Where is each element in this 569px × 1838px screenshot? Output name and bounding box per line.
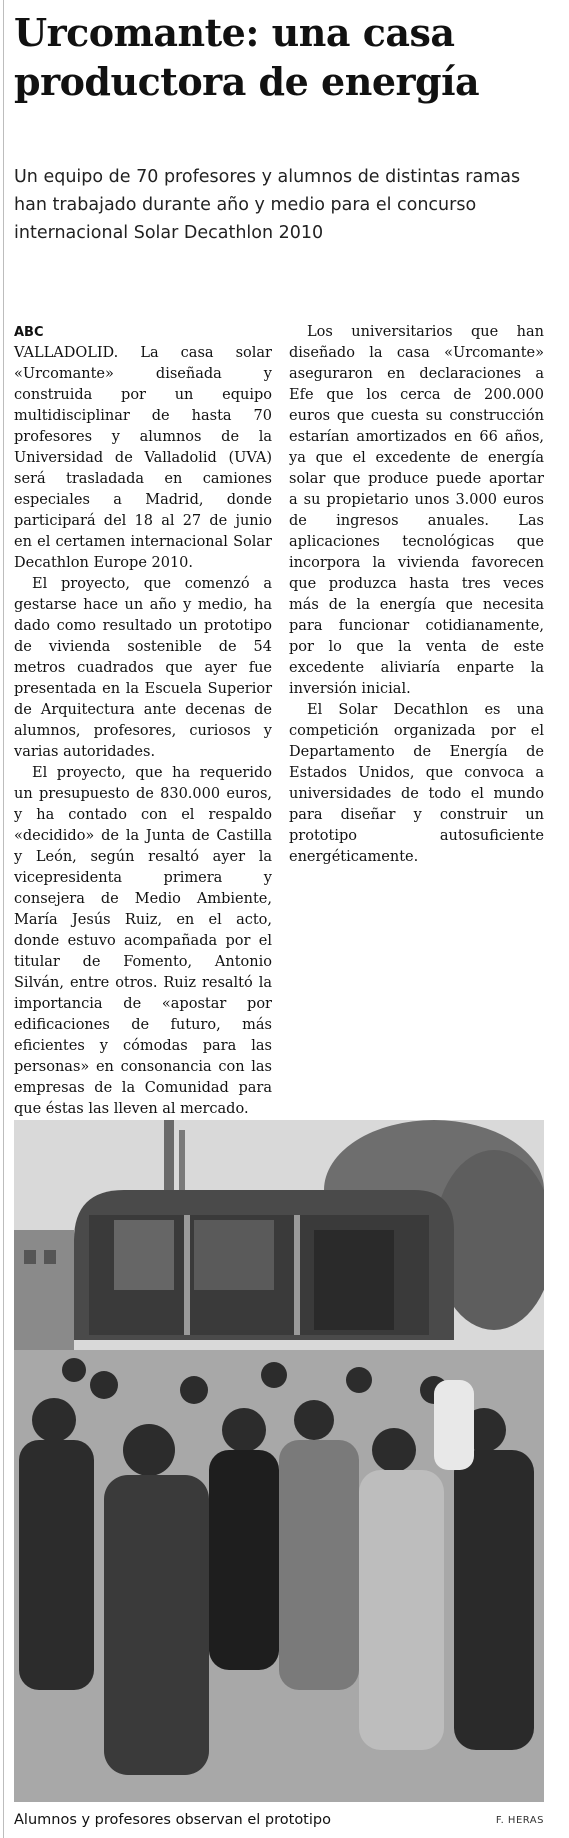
paragraph: Los universitarios que han diseñado la casa «Urcomante» aseguraron en declaraciones a Efe que los cerca de 200.000 euros que cuesta su construcción estarían amortizados en 66 años, ya que el excedente de energía solar que produce puede aportar a su propietario unos 3.000 euros de ingresos anuales. Las aplicaciones tecnológicas que incorpora la vivienda favorecen que produzca hasta tres veces más de la energía que necesita para funcionar cotidianamente, por lo que la venta de este excedente aliviaría enparte la inversión inicial. <box>289 324 544 697</box>
photo-credit: F. HERAS <box>495 1815 544 1826</box>
article-column-left <box>14 322 272 1120</box>
article-column-right <box>289 322 544 868</box>
agency-byline: ABC <box>14 325 44 340</box>
paragraph: El Solar Decathlon es una competición organizada por el Departamento de Energía de Estados Unidos, que convoca a universidades de todo el mundo para diseñar y construir un prototipo autosuficiente energéticamente. <box>289 702 544 865</box>
paragraph: El proyecto, que comenzó a gestarse hace un año y medio, ha dado como resultado un prototipo de vivienda sostenible de 54 metros cuadrados que ayer fue presentada en la Escuela Superior de Arquitectura ante decenas de alumnos, profesores, curiosos y varias autoridades. <box>14 576 272 760</box>
subheadline: Un equipo de 70 profesores y alumnos de distintas ramas han trabajado durante año y medio para el concurso internacional Solar Decathlon 2010 <box>14 167 521 243</box>
paragraph: El proyecto, que ha requerido un presupuesto de 830.000 euros, y ha contado con el respaldo «decidido» de la Junta de Castilla y León, según resaltó ayer la vicepresidenta primera y consejera de Medio Ambiente, María Jesús Ruiz, en el acto, donde estuvo acompañada por el titular de Fomento, Antonio Silván, entre otros. Ruiz resaltó la importancia de «apostar por edificaciones de futuro, más eficientes y cómodas para las personas» en consonancia con las empresas de la Comunidad para que éstas las lleven al mercado. <box>14 765 272 1117</box>
paragraph: VALLADOLID. La casa solar «Urcomante» diseñada y construida por un equipo multidisciplinar de hasta 70 profesores y alumnos de la Universidad de Valladolid (UVA) será trasladada en camiones especiales a Madrid, donde participará del 18 al 27 de junio en el certamen internacional Solar Decathlon Europe 2010. <box>14 345 272 571</box>
page-margin-rule <box>3 0 4 1838</box>
news-photo <box>14 1120 544 1802</box>
photo-caption: Alumnos y profesores observan el prototipo <box>14 1812 331 1828</box>
headline: Urcomante: una casa productora de energía <box>14 10 480 104</box>
